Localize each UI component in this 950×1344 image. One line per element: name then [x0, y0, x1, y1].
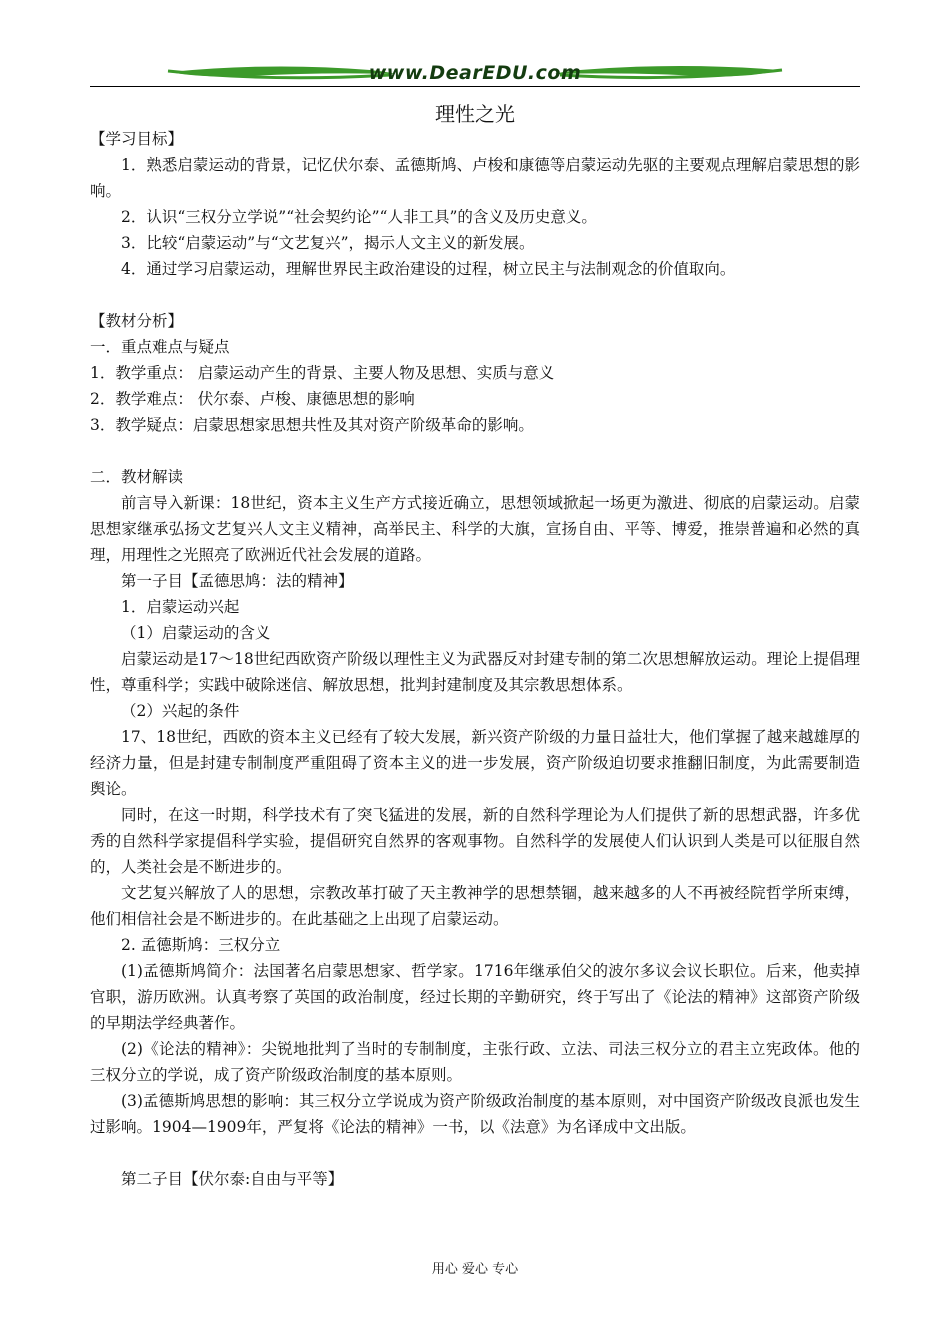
subheading-interpretation: 二．教材解读 — [90, 468, 184, 486]
body-paragraph: 17、18世纪，西欧的资本主义已经有了较大发展，新兴资产阶级的力量日益壮大，他们掌握了越来越雄厚的经济力量，但是封建专制制度严重阻碍了资本主义的进一步发展，资产阶级迫切要求推翻旧制度，为此需要制造舆论。 — [90, 728, 860, 798]
subheading-key-points: 一．重点难点与疑点 — [90, 338, 230, 356]
body-paragraph: 同时，在这一时期，科学技术有了突飞猛进的发展，新的自然科学理论为人们提供了新的思想武器，许多优秀的自然科学家提倡科学实验，提倡研究自然界的客观事物。自然科学的发展使人们认识到人类是可以征服自然的，人类社会是不断进步的。 — [90, 806, 860, 876]
subsection-1-title: 第一子目【孟德思鸠：法的精神】 — [121, 572, 354, 590]
item-1-1-title: （1）启蒙运动的含义 — [121, 624, 271, 642]
body-paragraph: (3)孟德斯鸠思想的影响：其三权分立学说成为资产阶级政治制度的基本原则，对中国资产阶级改良派也发生过影响。1904—1909年，严复将《论法的精神》一书，以《法意》为名译成中文出版。 — [90, 1092, 860, 1136]
page-footer: 用心 爱心 专心 — [431, 1262, 519, 1277]
spacer — [90, 282, 860, 308]
body-paragraph: 启蒙运动是17～18世纪西欧资产阶级以理性主义为武器反对封建专制的第二次思想解放运动。理论上提倡理性，尊重科学；实践中破除迷信、解放思想，批判封建制度及其宗教思想体系。 — [90, 650, 860, 694]
objective-2: 2．认识“三权分立学说”“社会契约论”“人非工具”的含义及历史意义。 — [121, 208, 597, 226]
document-body — [90, 126, 860, 1192]
item-1-title: 1．启蒙运动兴起 — [121, 598, 240, 616]
section-heading-analysis: 【教材分析】 — [90, 312, 184, 330]
spacer — [90, 1140, 860, 1166]
item-1-2-title: （2）兴起的条件 — [121, 702, 240, 720]
objective-4: 4．通过学习启蒙运动，理解世界民主政治建设的过程，树立民主与法制观念的价值取向。 — [121, 260, 736, 278]
key-point-3: 3．教学疑点：启蒙思想家思想共性及其对资产阶级革命的影响。 — [90, 416, 534, 434]
objective-3: 3．比较“启蒙运动”与“文艺复兴”，揭示人文主义的新发展。 — [121, 234, 535, 252]
item-2-title: 2. 孟德斯鸠：三权分立 — [121, 936, 281, 954]
spacer — [90, 438, 860, 464]
key-point-1: 1．教学重点： 启蒙运动产生的背景、主要人物及思想、实质与意义 — [90, 364, 555, 382]
site-url: www.DearEDU.com — [368, 62, 582, 84]
body-paragraph: (2)《论法的精神》：尖锐地批判了当时的专制制度，主张行政、立法、司法三权分立的君主立宪政体。他的三权分立的学说，成了资产阶级政治制度的基本原则。 — [90, 1040, 860, 1084]
intro-paragraph: 前言导入新课：18世纪，资本主义生产方式接近确立，思想领域掀起一场更为激进、彻底的启蒙运动。启蒙思想家继承弘扬文艺复兴人文主义精神，高举民主、科学的大旗，宣扬自由、平等、博爱，推崇普遍和必然的真理，用理性之光照亮了欧洲近代社会发展的道路。 — [90, 494, 860, 564]
objective-1: 1．熟悉启蒙运动的背景，记忆伏尔泰、孟德斯鸠、卢梭和康德等启蒙运动先驱的主要观点理解启蒙思想的影响。 — [90, 156, 860, 200]
header-rule — [90, 86, 860, 87]
body-paragraph: (1)孟德斯鸠简介：法国著名启蒙思想家、哲学家。1716年继承伯父的波尔多议会议长职位。后来，他卖掉官职，游历欧洲。认真考察了英国的政治制度，经过长期的辛勤研究，终于写出了《论法的精神》这部资产阶级的早期法学经典著作。 — [90, 962, 860, 1032]
key-point-2: 2．教学难点： 伏尔泰、卢梭、康德思想的影响 — [90, 390, 415, 408]
subsection-2-title: 第二子目【伏尔泰:自由与平等】 — [121, 1170, 344, 1188]
body-paragraph: 文艺复兴解放了人的思想，宗教改革打破了天主教神学的思想禁锢，越来越多的人不再被经院哲学所束缚，他们相信社会是不断进步的。在此基础之上出现了启蒙运动。 — [90, 884, 860, 928]
section-heading-objectives: 【学习目标】 — [90, 130, 184, 148]
page-title: 理性之光 — [435, 102, 515, 126]
